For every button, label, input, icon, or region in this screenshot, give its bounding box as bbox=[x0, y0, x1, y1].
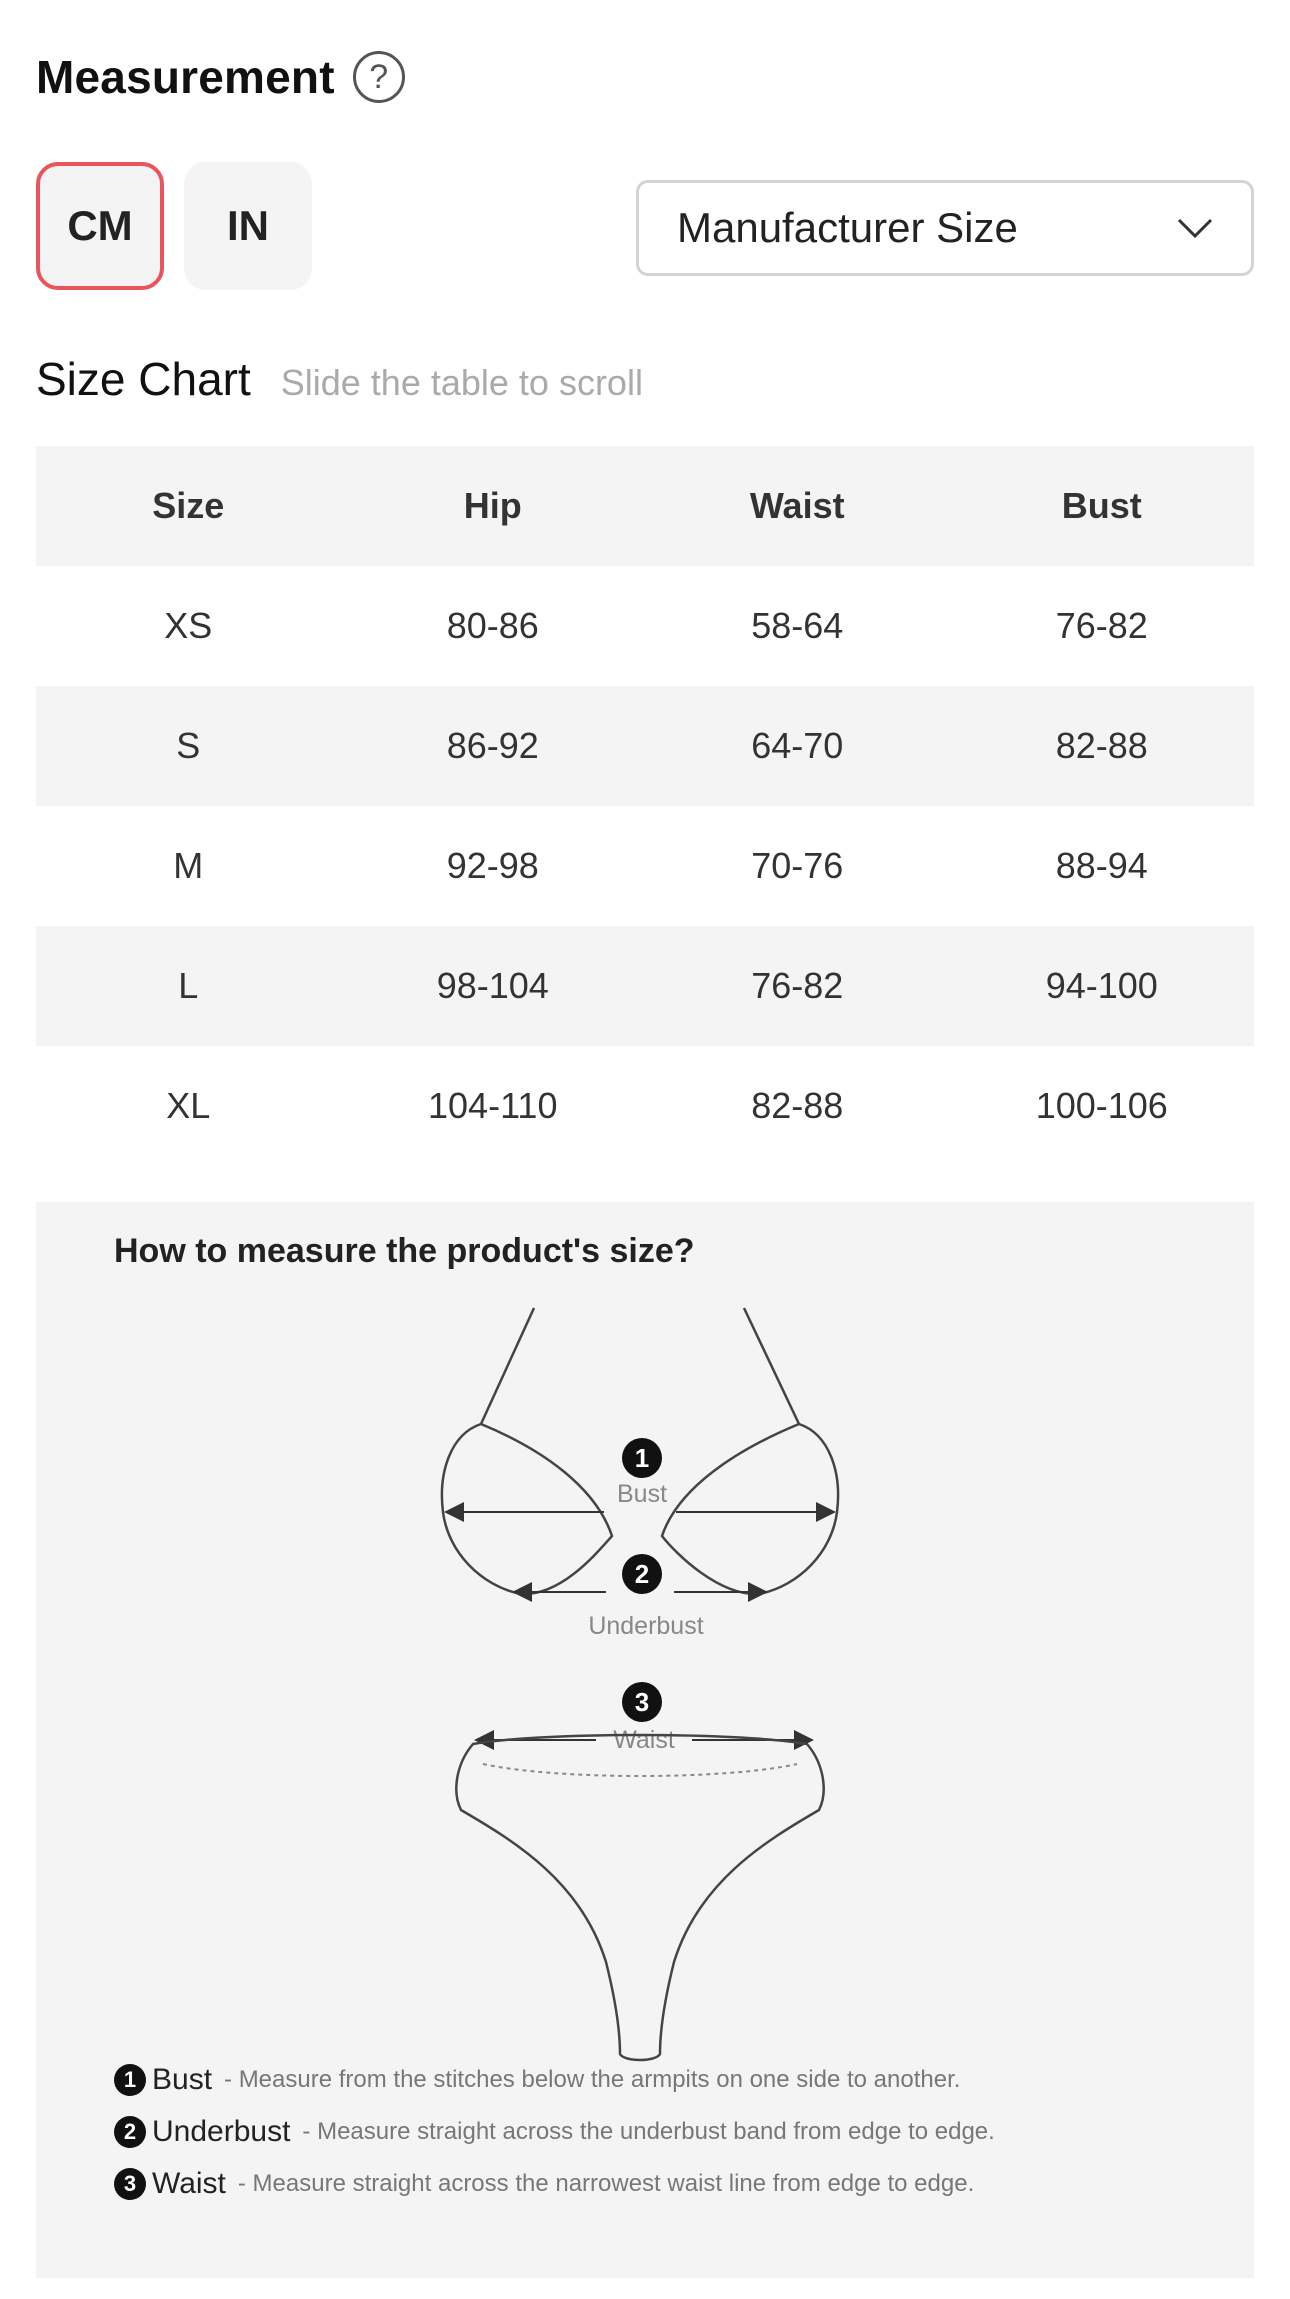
column-header: Hip bbox=[341, 446, 646, 566]
left-cup bbox=[442, 1424, 612, 1594]
legend-desc: - Measure straight across the underbust band from edge to edge. bbox=[302, 2118, 995, 2145]
legend-desc: - Measure from the stitches below the armpits on one side to another. bbox=[224, 2066, 961, 2093]
table-cell: M bbox=[173, 845, 204, 886]
unit-cm-button[interactable] bbox=[36, 162, 164, 290]
table-cell: 82-88 bbox=[751, 1085, 844, 1126]
scroll-hint: Slide the table to scroll bbox=[280, 362, 643, 403]
legend-number: 2 bbox=[114, 2116, 146, 2148]
table-cell: 92-98 bbox=[446, 845, 539, 886]
measure-guide bbox=[36, 1202, 1254, 2278]
right-strap bbox=[744, 1308, 799, 1424]
badge-2-text: 2 bbox=[634, 1559, 650, 1589]
table-row bbox=[36, 686, 1254, 806]
table-header-row bbox=[36, 446, 1254, 566]
table-cell: S bbox=[36, 686, 341, 806]
column-header: Bust bbox=[950, 446, 1255, 566]
bikini-bottom bbox=[456, 1735, 823, 2060]
legend-name: Underbust bbox=[152, 2115, 291, 2148]
measure-legend bbox=[114, 2054, 995, 2210]
table-cell: 76-82 bbox=[1055, 605, 1148, 646]
badge-1-text: 1 bbox=[634, 1443, 650, 1473]
unit-in-button[interactable] bbox=[184, 162, 312, 290]
size-type-value: Manufacturer Size bbox=[677, 204, 1018, 251]
table-cell: 64-70 bbox=[645, 686, 950, 806]
unit-in-label: IN bbox=[227, 202, 269, 249]
measurement-header bbox=[36, 44, 405, 110]
size-chart-heading bbox=[36, 352, 643, 406]
waist-seam bbox=[483, 1764, 797, 1776]
column-header: Waist bbox=[645, 446, 950, 566]
table-cell: 88-94 bbox=[1055, 845, 1148, 886]
left-strap bbox=[481, 1308, 534, 1424]
table-cell: 98-104 bbox=[341, 926, 646, 1046]
legend-item bbox=[114, 2158, 995, 2210]
legend-item bbox=[114, 2106, 995, 2158]
table-cell: 76-82 bbox=[645, 926, 950, 1046]
table-row bbox=[36, 1046, 1254, 1166]
size-table[interactable] bbox=[36, 446, 1254, 1166]
column-header: Size bbox=[36, 446, 341, 566]
bust-label: Bust bbox=[616, 1480, 668, 1508]
table-cell: 82-88 bbox=[950, 686, 1255, 806]
help-glyph: ? bbox=[369, 57, 389, 96]
table-row bbox=[36, 566, 1254, 686]
table-cell: 70-76 bbox=[751, 845, 844, 886]
badge-3-text: 3 bbox=[634, 1687, 650, 1717]
table-cell: 104-110 bbox=[428, 1085, 558, 1126]
table-cell: 80-86 bbox=[446, 605, 539, 646]
guide-title: How to measure the product's size? bbox=[114, 1232, 695, 1270]
help-icon[interactable] bbox=[353, 51, 405, 103]
size-type-dropdown[interactable] bbox=[636, 180, 1254, 276]
legend-name: Bust bbox=[152, 2063, 213, 2096]
legend-desc: - Measure straight across the narrowest waist line from edge to edge. bbox=[237, 2170, 975, 2197]
legend-name: Waist bbox=[152, 2167, 226, 2200]
waist-label: Waist bbox=[613, 1726, 675, 1754]
underbust-label: Underbust bbox=[588, 1612, 704, 1640]
table-cell: 94-100 bbox=[950, 926, 1255, 1046]
chevron-down-icon bbox=[1177, 217, 1213, 239]
table-cell: 100-106 bbox=[1035, 1085, 1168, 1126]
table-row bbox=[36, 806, 1254, 926]
table-cell: 58-64 bbox=[751, 605, 844, 646]
table-cell: XS bbox=[164, 605, 213, 646]
table-cell: L bbox=[36, 926, 341, 1046]
right-cup bbox=[662, 1424, 838, 1594]
size-chart-title: Size Chart bbox=[36, 353, 251, 405]
page-title: Measurement bbox=[36, 51, 335, 103]
legend-number: 3 bbox=[114, 2168, 146, 2200]
table-cell: XL bbox=[166, 1085, 211, 1126]
table-cell: 86-92 bbox=[341, 686, 646, 806]
table-row bbox=[36, 926, 1254, 1046]
unit-cm-label: CM bbox=[67, 202, 133, 249]
legend-number: 1 bbox=[114, 2064, 146, 2096]
legend-item bbox=[114, 2054, 995, 2106]
